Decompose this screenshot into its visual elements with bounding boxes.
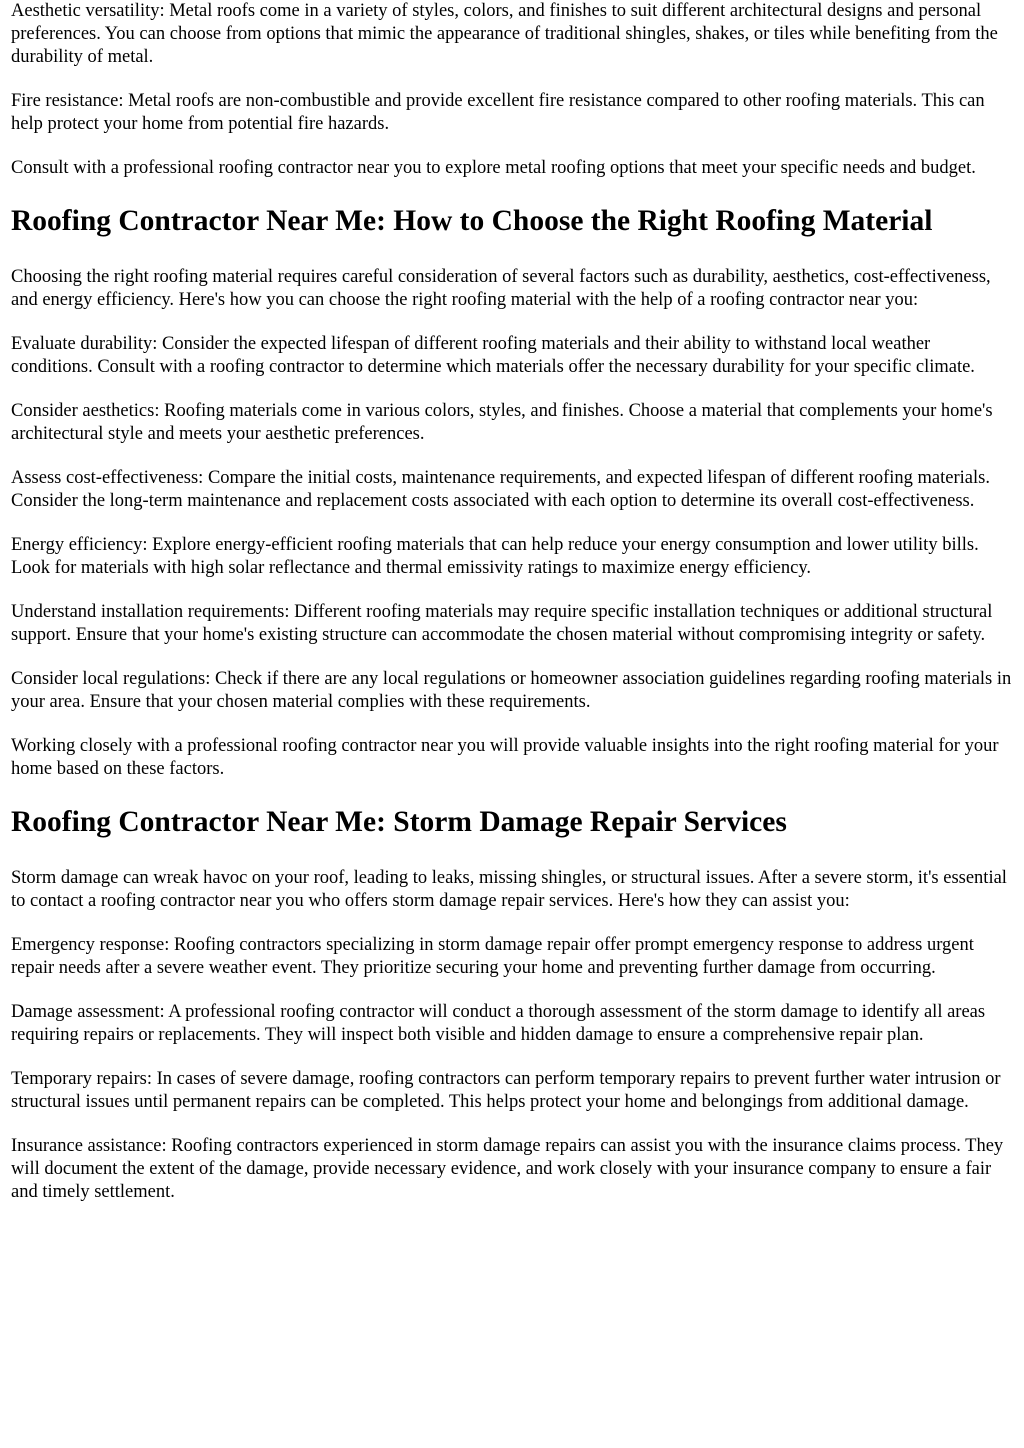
- storm-damage-section: [11, 805, 1015, 1204]
- paragraph-insurance-assistance: Insurance assistance: Roofing contractors experienced in storm damage repairs can assist you with the insurance claims process. They will document the extent of the damage, provide necessary evidence, and work closely with your insurance company to ensure a fair and timely settlement.: [11, 1135, 1004, 1202]
- paragraph-evaluate-durability: Evaluate durability: Consider the expected lifespan of different roofing materials and their ability to withstand local weather conditions. Consult with a roofing contractor to determine which materials offer the necessary durability for your specific climate.: [11, 334, 975, 378]
- paragraph-temporary-repairs: Temporary repairs: In cases of severe damage, roofing contractors can perform temporary repairs to prevent further water intrusion or structural issues until permanent repairs can be completed. This helps protect your home and belongings from additional damage.: [11, 1068, 1001, 1112]
- heading-choose-roofing-material: Roofing Contractor Near Me: How to Choose the Right Roofing Material: [11, 205, 933, 238]
- heading-storm-damage-repair: Roofing Contractor Near Me: Storm Damage Repair Services: [11, 805, 787, 838]
- paragraph-material-intro: Choosing the right roofing material requires careful consideration of several factors such as durability, aesthetics, cost-effectiveness, and energy efficiency. Here's how you can choose the right roofing material with the help of a roofing contractor near you:: [11, 267, 991, 311]
- roofing-material-section: [11, 204, 1015, 781]
- paragraph-emergency-response: Emergency response: Roofing contractors specializing in storm damage repair offer prompt emergency response to address urgent repair needs after a severe weather event. They prioritize securing your home and preventing further damage from occurring.: [11, 934, 974, 979]
- paragraph-cost-effectiveness: Assess cost-effectiveness: Compare the initial costs, maintenance requirements, and expected lifespan of different roofing materials. Consider the long-term maintenance and replacement costs associated with each option to determine its overall cost-effectiveness.: [11, 467, 990, 512]
- paragraph-energy-efficiency: Energy efficiency: Explore energy-efficient roofing materials that can help reduce your energy consumption and lower utility bills. Look for materials with high solar reflectance and thermal emissivity ratings to maximize energy efficiency.: [11, 534, 979, 579]
- paragraph-consider-aesthetics: Consider aesthetics: Roofing materials come in various colors, styles, and finishes. Choose a material that complements your home's architectural style and meets your aesthetic preferences.: [11, 401, 993, 445]
- paragraph-material-conclusion: Working closely with a professional roofing contractor near you will provide valuable insights into the right roofing material for your home based on these factors.: [11, 735, 999, 779]
- paragraph-aesthetic-versatility: Aesthetic versatility: Metal roofs come in a variety of styles, colors, and finishes to suit different architectural designs and personal preferences. You can choose from options that mimic the appearance of traditional shingles, shakes, or tiles while benefiting from the durability of metal.: [11, 1, 998, 68]
- paragraph-damage-assessment: Damage assessment: A professional roofing contractor will conduct a thorough assessment of the storm damage to identify all areas requiring repairs or replacements. They will inspect both visible and hidden damage to ensure a comprehensive repair plan.: [11, 1001, 986, 1045]
- paragraph-storm-intro: Storm damage can wreak havoc on your roof, leading to leaks, missing shingles, or structural issues. After a severe storm, it's essential to contact a roofing contractor near you who offers storm damage repair services. Here's how they can assist you:: [11, 867, 1007, 912]
- paragraph-consult-contractor: Consult with a professional roofing contractor near you to explore metal roofing options that meet your specific needs and budget.: [11, 158, 976, 179]
- metal-roofing-section: [11, 0, 1015, 180]
- paragraph-fire-resistance: Fire resistance: Metal roofs are non-combustible and provide excellent fire resistance compared to other roofing materials. This can help protect your home from potential fire hazards.: [11, 91, 985, 135]
- paragraph-installation-requirements: Understand installation requirements: Different roofing materials may require specific installation techniques or additional structural support. Ensure that your home's existing structure can accommodate the chosen material without compromising integrity or safety.: [11, 601, 993, 645]
- paragraph-local-regulations: Consider local regulations: Check if there are any local regulations or homeowner association guidelines regarding roofing materials in your area. Ensure that your chosen material complies with these requirements.: [11, 668, 1012, 712]
